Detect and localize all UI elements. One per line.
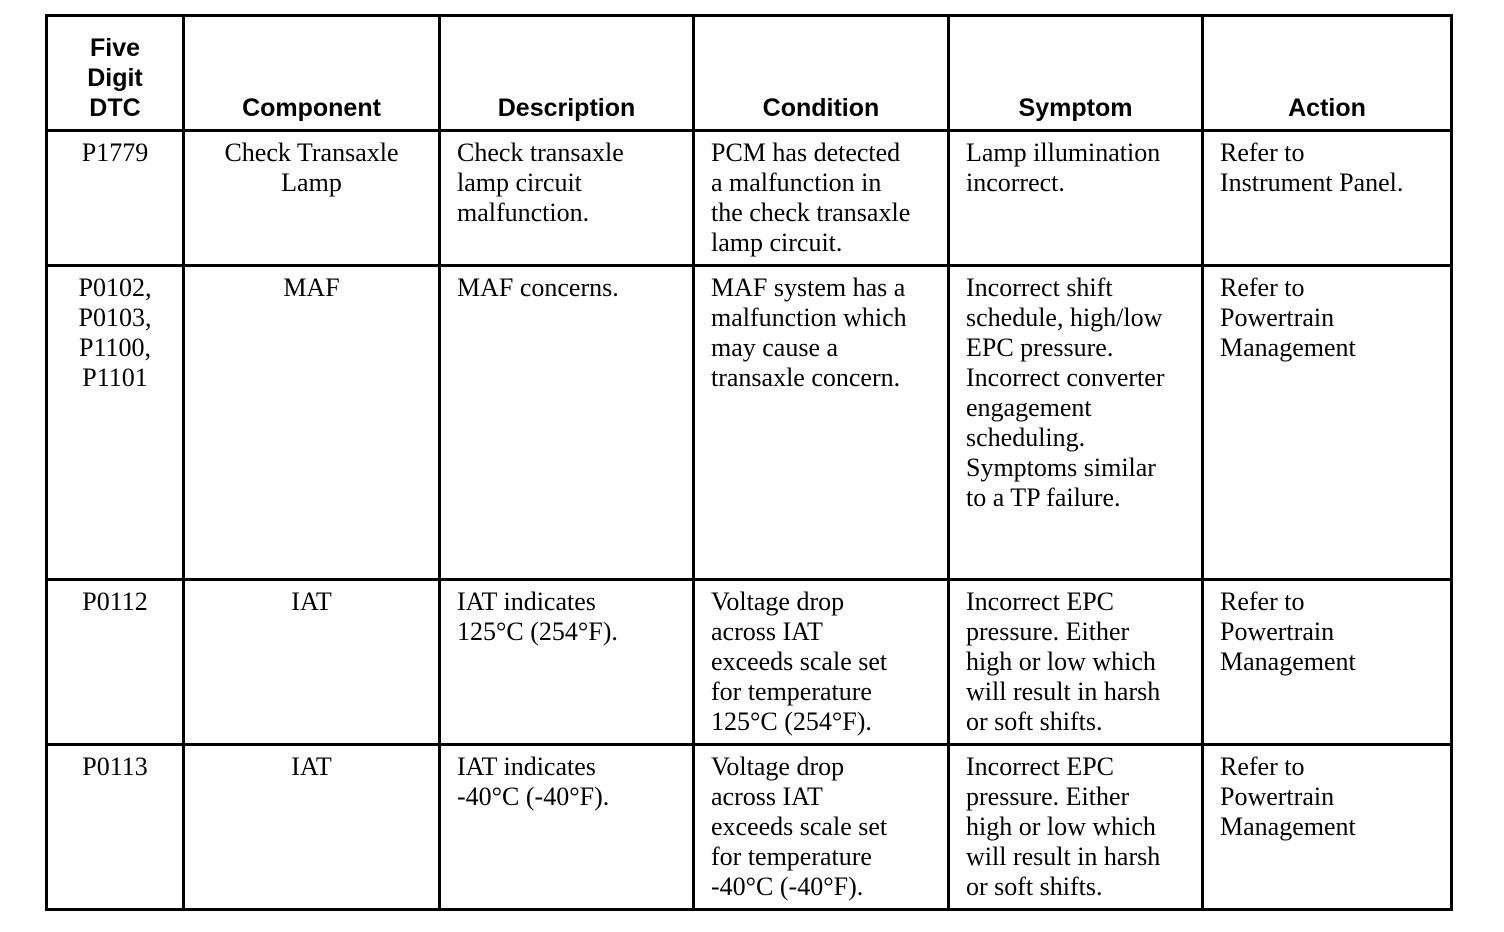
table-row — [47, 266, 1452, 580]
header-dtc-line: DTC — [89, 94, 141, 122]
symptom-cell-line: scheduling. — [966, 423, 1086, 452]
header-dtc-line: Five — [89, 34, 141, 62]
dtc-code-cell-line: P0103, — [78, 303, 152, 332]
symptom-cell-line: high or low which — [966, 647, 1156, 676]
symptom-cell-line: Symptoms similar — [966, 453, 1156, 482]
component-cell-line: IAT — [291, 752, 332, 781]
symptom-cell-line: high or low which — [966, 812, 1156, 841]
symptom-cell — [949, 745, 1203, 910]
condition-cell-line: 125°C (254°F). — [711, 707, 872, 736]
table-body — [47, 131, 1452, 910]
action-cell-line: Management — [1220, 812, 1356, 841]
condition-cell-line: for temperature — [711, 677, 872, 706]
description-cell-line: lamp circuit — [457, 168, 582, 197]
table-row — [47, 580, 1452, 745]
condition-cell-line: MAF system has a — [711, 273, 906, 302]
symptom-cell-line: Incorrect shift — [966, 273, 1113, 302]
condition-cell-line: lamp circuit. — [711, 228, 843, 257]
symptom-cell-line: Incorrect EPC — [966, 587, 1115, 616]
description-cell-line: 125°C (254°F). — [457, 617, 618, 646]
component-cell-line: Check Transaxle — [224, 138, 399, 167]
action-cell-line: Management — [1220, 647, 1356, 676]
description-cell-line: IAT indicates — [457, 587, 596, 616]
action-cell-line: Refer to — [1220, 273, 1305, 302]
dtc-code-cell — [47, 580, 184, 745]
component-cell — [184, 580, 440, 745]
symptom-cell-line: Incorrect EPC — [966, 752, 1115, 781]
action-cell — [1203, 131, 1452, 266]
header-component: Component — [184, 16, 440, 131]
condition-cell-line: malfunction which — [711, 303, 907, 332]
dtc-code-cell-line: P1100, — [79, 333, 151, 362]
symptom-cell — [949, 266, 1203, 580]
action-cell — [1203, 745, 1452, 910]
header-condition: Condition — [694, 16, 949, 131]
symptom-cell — [949, 580, 1203, 745]
component-cell-line: MAF — [283, 273, 340, 302]
dtc-code-cell — [47, 131, 184, 266]
symptom-cell-line: EPC pressure. — [966, 333, 1114, 362]
dtc-code-cell — [47, 266, 184, 580]
header-dtc-line: Digit — [87, 64, 143, 92]
symptom-cell-line: engagement — [966, 393, 1092, 422]
symptom-cell-line: or soft shifts. — [966, 872, 1103, 901]
condition-cell-line: transaxle concern. — [711, 363, 901, 392]
condition-cell — [694, 266, 949, 580]
condition-cell-line: across IAT — [711, 617, 823, 646]
condition-cell-line: the check transaxle — [711, 198, 911, 227]
description-cell — [440, 745, 694, 910]
header-row — [47, 16, 1452, 131]
action-cell-line: Refer to — [1220, 138, 1305, 167]
condition-cell-line: Voltage drop — [711, 587, 845, 616]
action-cell-line: Refer to — [1220, 587, 1305, 616]
action-cell — [1203, 266, 1452, 580]
dtc-code-cell-line: P1101 — [82, 363, 148, 392]
description-cell — [440, 580, 694, 745]
dtc-code-cell — [47, 745, 184, 910]
description-cell-line: malfunction. — [457, 198, 590, 227]
condition-cell-line: exceeds scale set — [711, 812, 888, 841]
symptom-cell-line: or soft shifts. — [966, 707, 1103, 736]
condition-cell-line: for temperature — [711, 842, 872, 871]
dtc-table — [45, 14, 1453, 911]
description-cell — [440, 131, 694, 266]
table-row — [47, 131, 1452, 266]
table-row — [47, 745, 1452, 910]
condition-cell-line: a malfunction in — [711, 168, 882, 197]
condition-cell-line: -40°C (-40°F). — [711, 872, 864, 901]
action-cell-line: Powertrain — [1220, 782, 1335, 811]
description-cell-line: -40°C (-40°F). — [457, 782, 610, 811]
symptom-cell-line: incorrect. — [966, 168, 1065, 197]
symptom-cell — [949, 131, 1203, 266]
description-cell-line: Check transaxle — [457, 138, 624, 167]
action-cell-line: Powertrain — [1220, 303, 1335, 332]
dtc-code-cell-line: P0102, — [78, 273, 152, 302]
component-cell — [184, 131, 440, 266]
description-cell-line: IAT indicates — [457, 752, 596, 781]
component-cell — [184, 266, 440, 580]
symptom-cell-line: schedule, high/low — [966, 303, 1163, 332]
condition-cell-line: across IAT — [711, 782, 823, 811]
description-cell-line: MAF concerns. — [457, 273, 619, 302]
condition-cell — [694, 580, 949, 745]
condition-cell-line: exceeds scale set — [711, 647, 888, 676]
symptom-cell-line: pressure. Either — [966, 782, 1130, 811]
symptom-cell-line: will result in harsh — [966, 677, 1161, 706]
dtc-code-cell-line: P0112 — [82, 587, 148, 616]
symptom-cell-line: pressure. Either — [966, 617, 1130, 646]
header-description: Description — [440, 16, 694, 131]
condition-cell — [694, 745, 949, 910]
symptom-cell-line: Incorrect converter — [966, 363, 1165, 392]
component-cell — [184, 745, 440, 910]
dtc-code-cell-line: P1779 — [81, 138, 149, 167]
component-cell-line: IAT — [291, 587, 332, 616]
symptom-cell-line: to a TP failure. — [966, 483, 1121, 512]
action-cell-line: Instrument Panel. — [1220, 168, 1404, 197]
dtc-code-cell-line: P0113 — [82, 752, 148, 781]
component-cell-line: Lamp — [281, 168, 342, 197]
header-action: Action — [1203, 16, 1452, 131]
description-cell — [440, 266, 694, 580]
action-cell-line: Management — [1220, 333, 1356, 362]
symptom-cell-line: will result in harsh — [966, 842, 1161, 871]
action-cell-line: Refer to — [1220, 752, 1305, 781]
condition-cell-line: PCM has detected — [711, 138, 901, 167]
action-cell-line: Powertrain — [1220, 617, 1335, 646]
symptom-cell-line: Lamp illumination — [966, 138, 1161, 167]
action-cell — [1203, 580, 1452, 745]
header-symptom: Symptom — [949, 16, 1203, 131]
condition-cell — [694, 131, 949, 266]
condition-cell-line: may cause a — [711, 333, 839, 362]
header-dtc — [47, 16, 184, 131]
condition-cell-line: Voltage drop — [711, 752, 845, 781]
